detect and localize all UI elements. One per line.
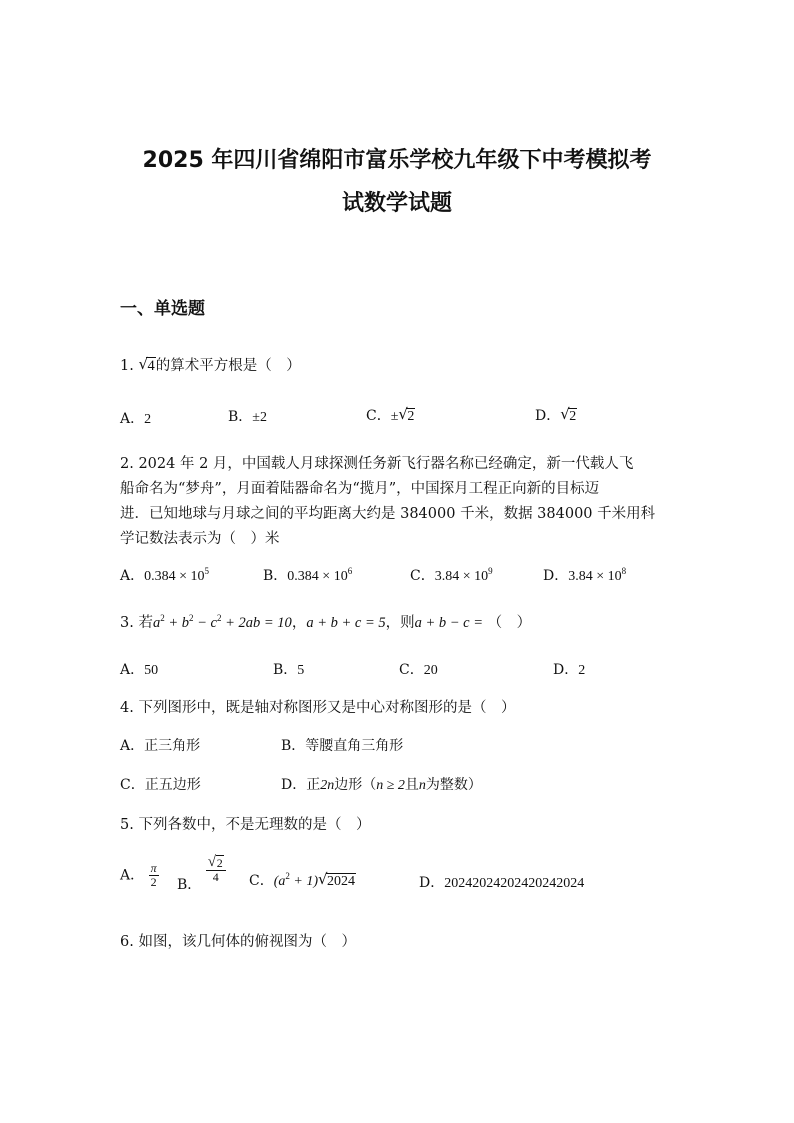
q4-option-a: A．正三角形: [120, 738, 201, 754]
q4-option-d: D．正2n边形（n ≥ 2且n为整数）: [281, 777, 482, 793]
sqrt-expression: √ 2: [398, 405, 415, 424]
question-1: [120, 354, 301, 375]
question-6: 6. 如图，该几何体的俯视图为（ ）: [120, 934, 356, 950]
document-title-line2: 试数学试题: [341, 191, 452, 216]
q1-option-c: C．± √ 2: [366, 405, 415, 424]
section-heading: 一、单选题: [120, 299, 205, 319]
q3-option-a: A．50: [120, 662, 159, 678]
q2-option-a: A．$0.384 \times 10^5$: [120, 566, 210, 584]
document-title-line1: 2025 年四川省绵阳市富乐学校九年级下中考模拟考: [142, 148, 652, 173]
q5-option-b: B． √ 2 4: [177, 857, 226, 884]
sqrt-expression: √ 4: [138, 355, 155, 374]
q3-option-b: B．5: [273, 662, 305, 678]
q5-option-c: C．$(a^2 + 1)$ √ 2024: [249, 870, 355, 889]
q1-option-b: B．±2: [228, 409, 267, 425]
sqrt-expression: √ 2: [560, 405, 577, 424]
q2-option-c: C．$3.84 \times 10^9$: [410, 566, 493, 584]
q1-option-a: A．2: [120, 411, 152, 427]
question-text: 的算术平方根是（ ）: [155, 358, 301, 374]
sqrt-expression: √ 2024: [318, 870, 355, 889]
q2-option-d: D．$3.84 \times 10^8$: [543, 566, 627, 584]
question-2-line-4: 学记数法表示为（ ）米: [120, 531, 280, 547]
question-5: 5. 下列各数中，不是无理数的是（ ）: [120, 817, 371, 833]
question-3: 3. 若$a^2 + b^2 - c^2 + 2ab = 10$，a + b + c = 5，则a + b − c = （ ）: [120, 613, 532, 631]
q5-option-d: D．20242024202420242024: [419, 875, 585, 891]
fraction: √ 2 4: [206, 857, 226, 884]
question-number: 1.: [120, 358, 134, 374]
question-2-line-3: 进．已知地球与月球之间的平均距离大约是 384000 千米，数据 384000 千米用科: [120, 506, 656, 522]
q3-option-d: D．2: [553, 662, 586, 678]
q5-option-a: A． $\frac{\pi}{2}$: [120, 861, 157, 890]
q1-option-d: D． √ 2: [535, 405, 577, 424]
question-2-line-2: 船命名为“梦舟”，月面着陆器命名为“揽月”，中国探月工程正向新的目标迈: [120, 481, 600, 497]
question-4: 4. 下列图形中，既是轴对称图形又是中心对称图形的是（ ）: [120, 700, 516, 716]
q3-option-c: C．20: [399, 662, 438, 678]
question-2-line-1: 2. 2024 年 2 月，中国载人月球探测任务新飞行器名称已经确定，新一代载人飞: [120, 456, 634, 472]
fraction: $\frac{\pi}{2}$: [150, 861, 157, 890]
q4-option-b: B．等腰直角三角形: [281, 738, 404, 754]
q4-option-c: C．正五边形: [120, 777, 201, 793]
q2-option-b: B．$0.384 \times 10^6$: [263, 566, 353, 584]
